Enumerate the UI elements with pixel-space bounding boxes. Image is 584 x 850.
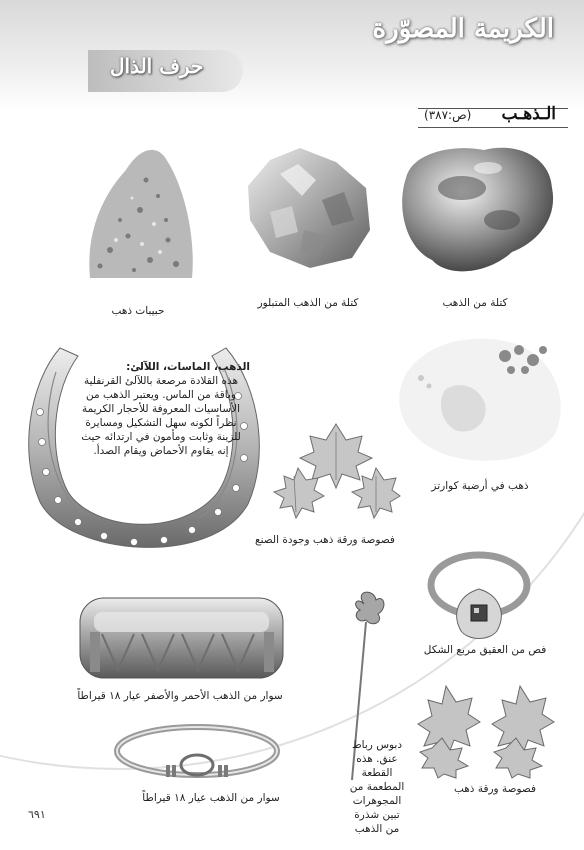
tie-pin-note-line: القطعة: [361, 767, 393, 779]
crystalline-gold-image: [240, 140, 380, 280]
gold-in-quartz-image: [385, 320, 570, 470]
gold-leaf-brooch-image: [272, 418, 402, 526]
tie-pin-note-line: عنق. هذه: [356, 753, 398, 765]
page-subtitle: حرف الذال: [110, 54, 204, 78]
agate-ring-image: [425, 545, 533, 643]
gold-nugget-image: [392, 138, 560, 280]
tie-pin-note-line: تبين شذرة: [354, 809, 400, 821]
caption-nugget: كتلة من الذهب: [442, 297, 508, 309]
necklace-note-line: للزينة وثابت ومأمون في ارتدائه حيث: [81, 431, 241, 443]
caption-ring: فص من العقيق مربع الشكل: [423, 644, 547, 656]
red-yellow-bracelet-image: [74, 590, 289, 690]
caption-grains: حبيبات ذهب: [111, 305, 165, 317]
necklace-note-line: نظراً لكونه سهل التشكيل ومسايرة: [85, 417, 237, 429]
caption-bracelet-red-yellow: سوار من الذهب الأحمر والأصفر عيار ١٨ قيراطاً: [77, 690, 283, 702]
necklace-note: [66, 360, 256, 458]
section-title: الـذهـب: [501, 104, 556, 124]
gold-grains-image: [80, 140, 200, 290]
page-title: الكريمة المصوّرة: [372, 14, 554, 44]
caption-leaf-setting: فصوصة ورقة ذهب وجودة الصنع: [255, 534, 395, 546]
tie-pin-note-line: دبوس رباط: [351, 739, 403, 751]
tie-pin-note: [338, 738, 416, 836]
caption-bracelet-18k: سوار من الذهب عيار ١٨ قيراطاً: [142, 792, 280, 804]
caption-crystal: كتلة من الذهب المتبلور: [257, 297, 359, 309]
tie-pin-note-line: من الذهب: [354, 823, 400, 835]
necklace-note-line: وباقة من الماس. ويعتبر الذهب من: [86, 389, 236, 401]
necklace-note-title: الذهب، الماسات، اللآلئ:: [126, 361, 250, 373]
caption-earrings: فصوصة ورقة ذهب: [453, 783, 537, 795]
tie-pin-note-line: المجوهرات: [352, 795, 402, 807]
page-number: ٦٩١: [28, 808, 46, 821]
caption-quartz: ذهب في أرضية كوارتز: [431, 480, 529, 492]
necklace-note-line: الأساسيات المعروفة للأحجار الكريمة: [81, 403, 241, 415]
necklace-note-line: هذه القلادة مرصعة باللآلئ القرنفلية: [83, 375, 239, 387]
tie-pin-note-line: المطعمة من: [349, 781, 405, 793]
gold-leaf-earrings-image: [416, 680, 564, 780]
section-reference: (ص:٣٨٧): [424, 108, 472, 122]
gold-bracelet-18k-image: [110, 715, 285, 787]
necklace-note-line: إنه يقاوم الأحماض ويقام الصدأ.: [93, 445, 229, 457]
